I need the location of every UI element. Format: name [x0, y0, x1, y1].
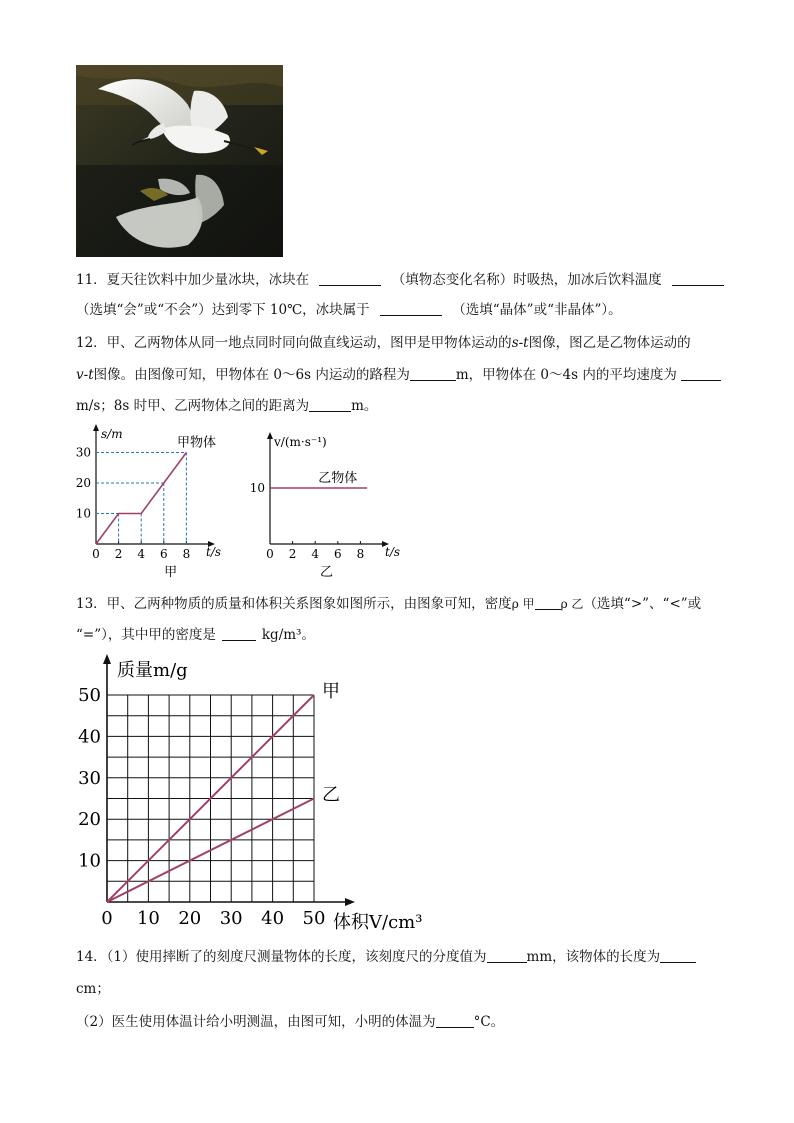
x-tick-label: 2: [288, 547, 297, 561]
x-tick-label: 8: [182, 547, 191, 561]
y-tick-label: 20: [78, 809, 101, 831]
x-axis-label: t/s: [385, 545, 401, 559]
q14-text-4: （2）医生使用体温计给小明测温，由图可知，小明的体温为: [76, 1014, 436, 1030]
y-axis-arrow: [267, 432, 273, 439]
q14-blank-1[interactable]: [487, 948, 527, 963]
q13-text-3: “=”），其中甲的密度是: [76, 627, 216, 643]
q12-text-3: 图像。由图像可知，甲物体在 0～6s 内运动的路程为: [93, 367, 410, 383]
q13-blank-2[interactable]: [222, 626, 256, 641]
q14-blank-2[interactable]: [660, 948, 696, 963]
q11-blank-2[interactable]: [672, 271, 724, 286]
y-tick-label: 20: [75, 476, 91, 490]
chart-jia-st: [70, 420, 230, 585]
question-13-line-1: [76, 594, 701, 614]
question-12-line-1: [76, 333, 691, 353]
q11-text-1: 11．夏天往饮料中加少量冰块，冰块在: [76, 272, 310, 288]
chart-caption-yi: 乙: [319, 565, 334, 580]
question-12-line-2: [76, 365, 721, 385]
y-tick-label: 30: [78, 767, 101, 789]
y-axis-label: v/(m·s⁻¹): [274, 435, 327, 449]
x-tick-label: 20: [178, 908, 202, 929]
chart-mass-volume: [66, 652, 436, 942]
egret-photo: [76, 65, 283, 257]
x-tick-label: 8: [356, 547, 365, 561]
series-label-jia: 甲物体: [177, 435, 217, 451]
x-tick-label: 50: [302, 908, 326, 929]
x-tick-label: 4: [311, 547, 320, 561]
q12-text-5: m/s；8s 时甲、乙两物体之间的距离为: [76, 398, 310, 414]
x-tick-label: 0: [92, 547, 100, 561]
y-tick-label: 30: [75, 445, 91, 460]
y-axis-label: s/m: [101, 427, 123, 441]
q11-text-3: （选填“会”或“不会”）达到零下 10℃，冰块属于: [76, 302, 370, 318]
q14-text-3: cm；: [76, 981, 110, 997]
q14-text-5: °C。: [473, 1014, 505, 1030]
x-tick-label: 6: [159, 547, 168, 561]
q11-text-2: （填物态变化名称）时吸热，加冰后饮料温度: [391, 272, 662, 288]
x-axis-arrow: [345, 898, 355, 906]
series-label-0: 甲: [322, 681, 340, 702]
y-axis-arrow: [93, 424, 99, 431]
y-tick-label: 10: [75, 506, 91, 521]
q13-rho-jia: ρ 甲: [511, 597, 535, 611]
y-tick-label: 10: [78, 850, 101, 872]
question-11-line-1: [76, 270, 724, 290]
q13-text-4: kg/m³。: [261, 627, 315, 643]
x-tick-label: 30: [219, 908, 243, 929]
q11-blank-1[interactable]: [319, 271, 381, 286]
x-tick-label: 6: [333, 547, 342, 561]
y-tick-label: 10: [249, 481, 265, 495]
series-label-yi: 乙物体: [318, 471, 358, 486]
question-14-line-3: [76, 1012, 504, 1032]
q13-blank-1[interactable]: [535, 595, 561, 610]
q13-text-2: （选填“>”、“<”或: [583, 596, 702, 612]
question-14-line-2: [76, 979, 110, 999]
question-12-line-3: [76, 396, 377, 416]
x-tick-label: 0: [101, 908, 113, 929]
x-tick-label: 0: [266, 547, 274, 561]
q12-text-4: m，甲物体在 0～4s 内的平均速度为: [455, 367, 677, 383]
y-tick-label: 40: [78, 726, 101, 748]
y-axis-arrow: [103, 654, 111, 664]
x-axis-label: t/s: [206, 545, 222, 559]
x-tick-label: 2: [114, 547, 123, 561]
q13-rho-yi: ρ 乙: [560, 597, 584, 611]
q11-blank-3[interactable]: [380, 301, 442, 316]
q12-vt-label: v-t: [76, 367, 94, 383]
chart-caption-jia: 甲: [164, 565, 178, 580]
x-tick-label: 10: [136, 908, 160, 929]
series-label-1: 乙: [322, 784, 340, 806]
chart-yi-vt: [240, 428, 410, 585]
question-13-line-2: [76, 625, 315, 645]
q12-blank-3[interactable]: [309, 397, 351, 412]
question-11-line-2: [76, 300, 622, 320]
q14-blank-3[interactable]: [436, 1013, 474, 1028]
q14-text-2: mm，该物体的长度为: [526, 949, 661, 965]
question-14-line-1: [76, 947, 696, 967]
y-tick-label: 50: [78, 685, 101, 706]
q12-text-6: m。: [351, 398, 378, 414]
x-tick-label: 4: [137, 547, 146, 561]
q12-text-1: 12．甲、乙两物体从同一地点同时同向做直线运动，图甲是甲物体运动的: [76, 335, 512, 351]
q11-text-4: （选填“晶体”或“非晶体”）。: [452, 302, 622, 318]
q12-blank-1[interactable]: [410, 366, 456, 381]
x-tick-label: 40: [261, 908, 285, 929]
q12-text-2: 图像，图乙是乙物体运动的: [528, 335, 691, 351]
y-axis-label: 质量m/g: [117, 660, 188, 681]
q14-text-1: 14．（1）使用摔断了的刻度尺测量物体的长度，该刻度尺的分度值为: [76, 949, 487, 965]
q12-st-label: s-t: [511, 335, 529, 351]
q12-blank-2[interactable]: [681, 366, 721, 381]
x-axis-label: 体积V/cm³: [333, 912, 423, 933]
q13-text-1: 13．甲、乙两种物质的质量和体积关系图象如图所示，由图象可知，密度: [76, 596, 512, 612]
